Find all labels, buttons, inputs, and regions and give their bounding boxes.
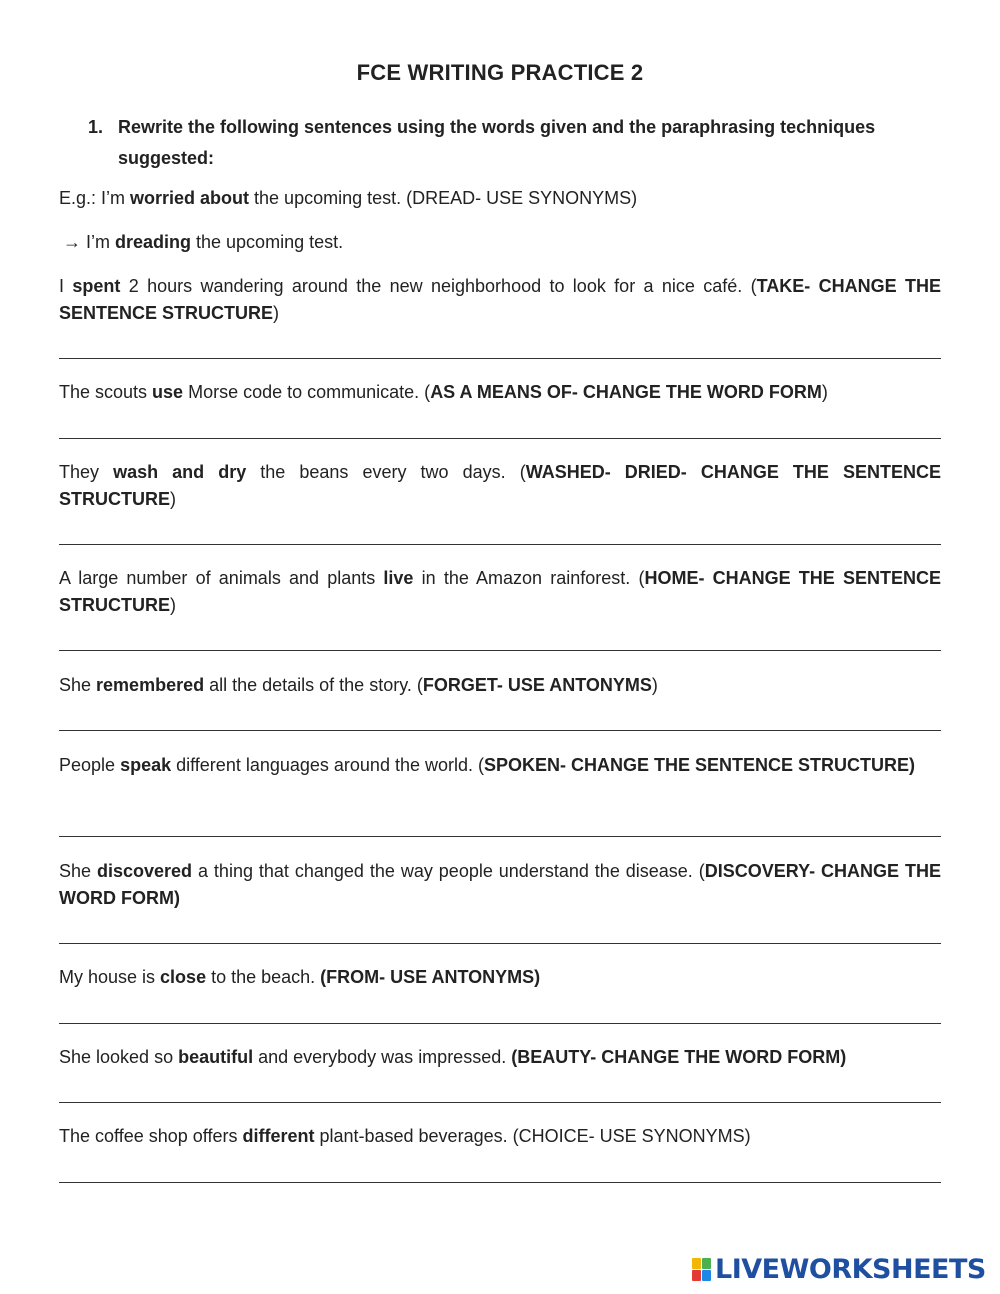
example-text: E.g.: I’m [59,188,131,208]
logo-tile-icon [692,1270,701,1281]
exercise-sentence-9: She looked so beautiful and everybody was impressed. (BEAUTY- CHANGE THE WORD FORM) [59,1047,847,1067]
logo-tile-icon [702,1270,711,1281]
exercise-sentence-10: The coffee shop offers different plant-based beverages. (CHOICE- USE SYNONYMS) [59,1126,751,1146]
liveworksheets-icon [692,1258,711,1281]
example-keyword: worried about [130,188,250,208]
exercise-sentence-2: The scouts use Morse code to communicate. (AS A MEANS OF- CHANGE THE WORD FORM) [59,382,828,402]
exercise-sentence-3: They wash and dry the beans every two days. (WASHED- DRIED- CHANGE THE SENTENCE STRUCTURE) [59,462,941,509]
exercise-sentence-5: She remembered all the details of the story. (FORGET- USE ANTONYMS) [59,675,658,695]
answer-line-9[interactable] [59,1102,941,1103]
instruction [88,112,943,174]
answer-line-7[interactable] [59,943,941,944]
instruction-number: 1. [88,117,104,137]
answer-line-6[interactable] [59,836,941,837]
answer-line-1[interactable] [59,358,941,359]
example-answer-text: the upcoming test. [191,232,344,252]
example-answer-keyword: dreading [115,232,192,252]
exercise-sentence-6: People speak different languages around the world. (SPOKEN- CHANGE THE SENTENCE STRUCTURE) [59,755,916,775]
answer-line-5[interactable] [59,730,941,731]
liveworksheets-logo [692,1252,986,1286]
answer-line-10[interactable] [59,1182,941,1183]
answer-line-3[interactable] [59,544,941,545]
exercise-sentence-8: My house is close to the beach. (FROM- USE ANTONYMS) [59,967,541,987]
example-answer [59,229,941,256]
answer-line-4[interactable] [59,650,941,651]
answer-line-8[interactable] [59,1023,941,1024]
instruction-text: Rewrite the following sentences using the words given and the paraphrasing techniques suggested: [118,117,876,168]
example-answer-text: I’m [81,232,115,252]
exercise-sentence-4: A large number of animals and plants live in the Amazon rainforest. (HOME- CHANGE THE SENTENCE STRUCTURE) [59,568,942,615]
example-sentence [59,185,941,212]
logo-tile-icon [702,1258,711,1269]
example-text: the upcoming test. (DREAD- USE SYNONYMS) [249,188,638,208]
exercise-sentence-1: I spent 2 hours wandering around the new neighborhood to look for a nice café. (TAKE- CHANGE THE SENTENCE STRUCTURE) [59,276,941,323]
logo-text: LIVEWORKSHEETS [715,1253,986,1285]
worksheet-title: FCE WRITING PRACTICE 2 [356,60,644,85]
answer-line-2[interactable] [59,438,941,439]
arrow-icon: → [63,232,81,252]
exercise-sentence-7: She discovered a thing that changed the way people understand the disease. (DISCOVERY- CHANGE THE WORD FORM) [59,861,941,908]
logo-tile-icon [692,1258,701,1269]
